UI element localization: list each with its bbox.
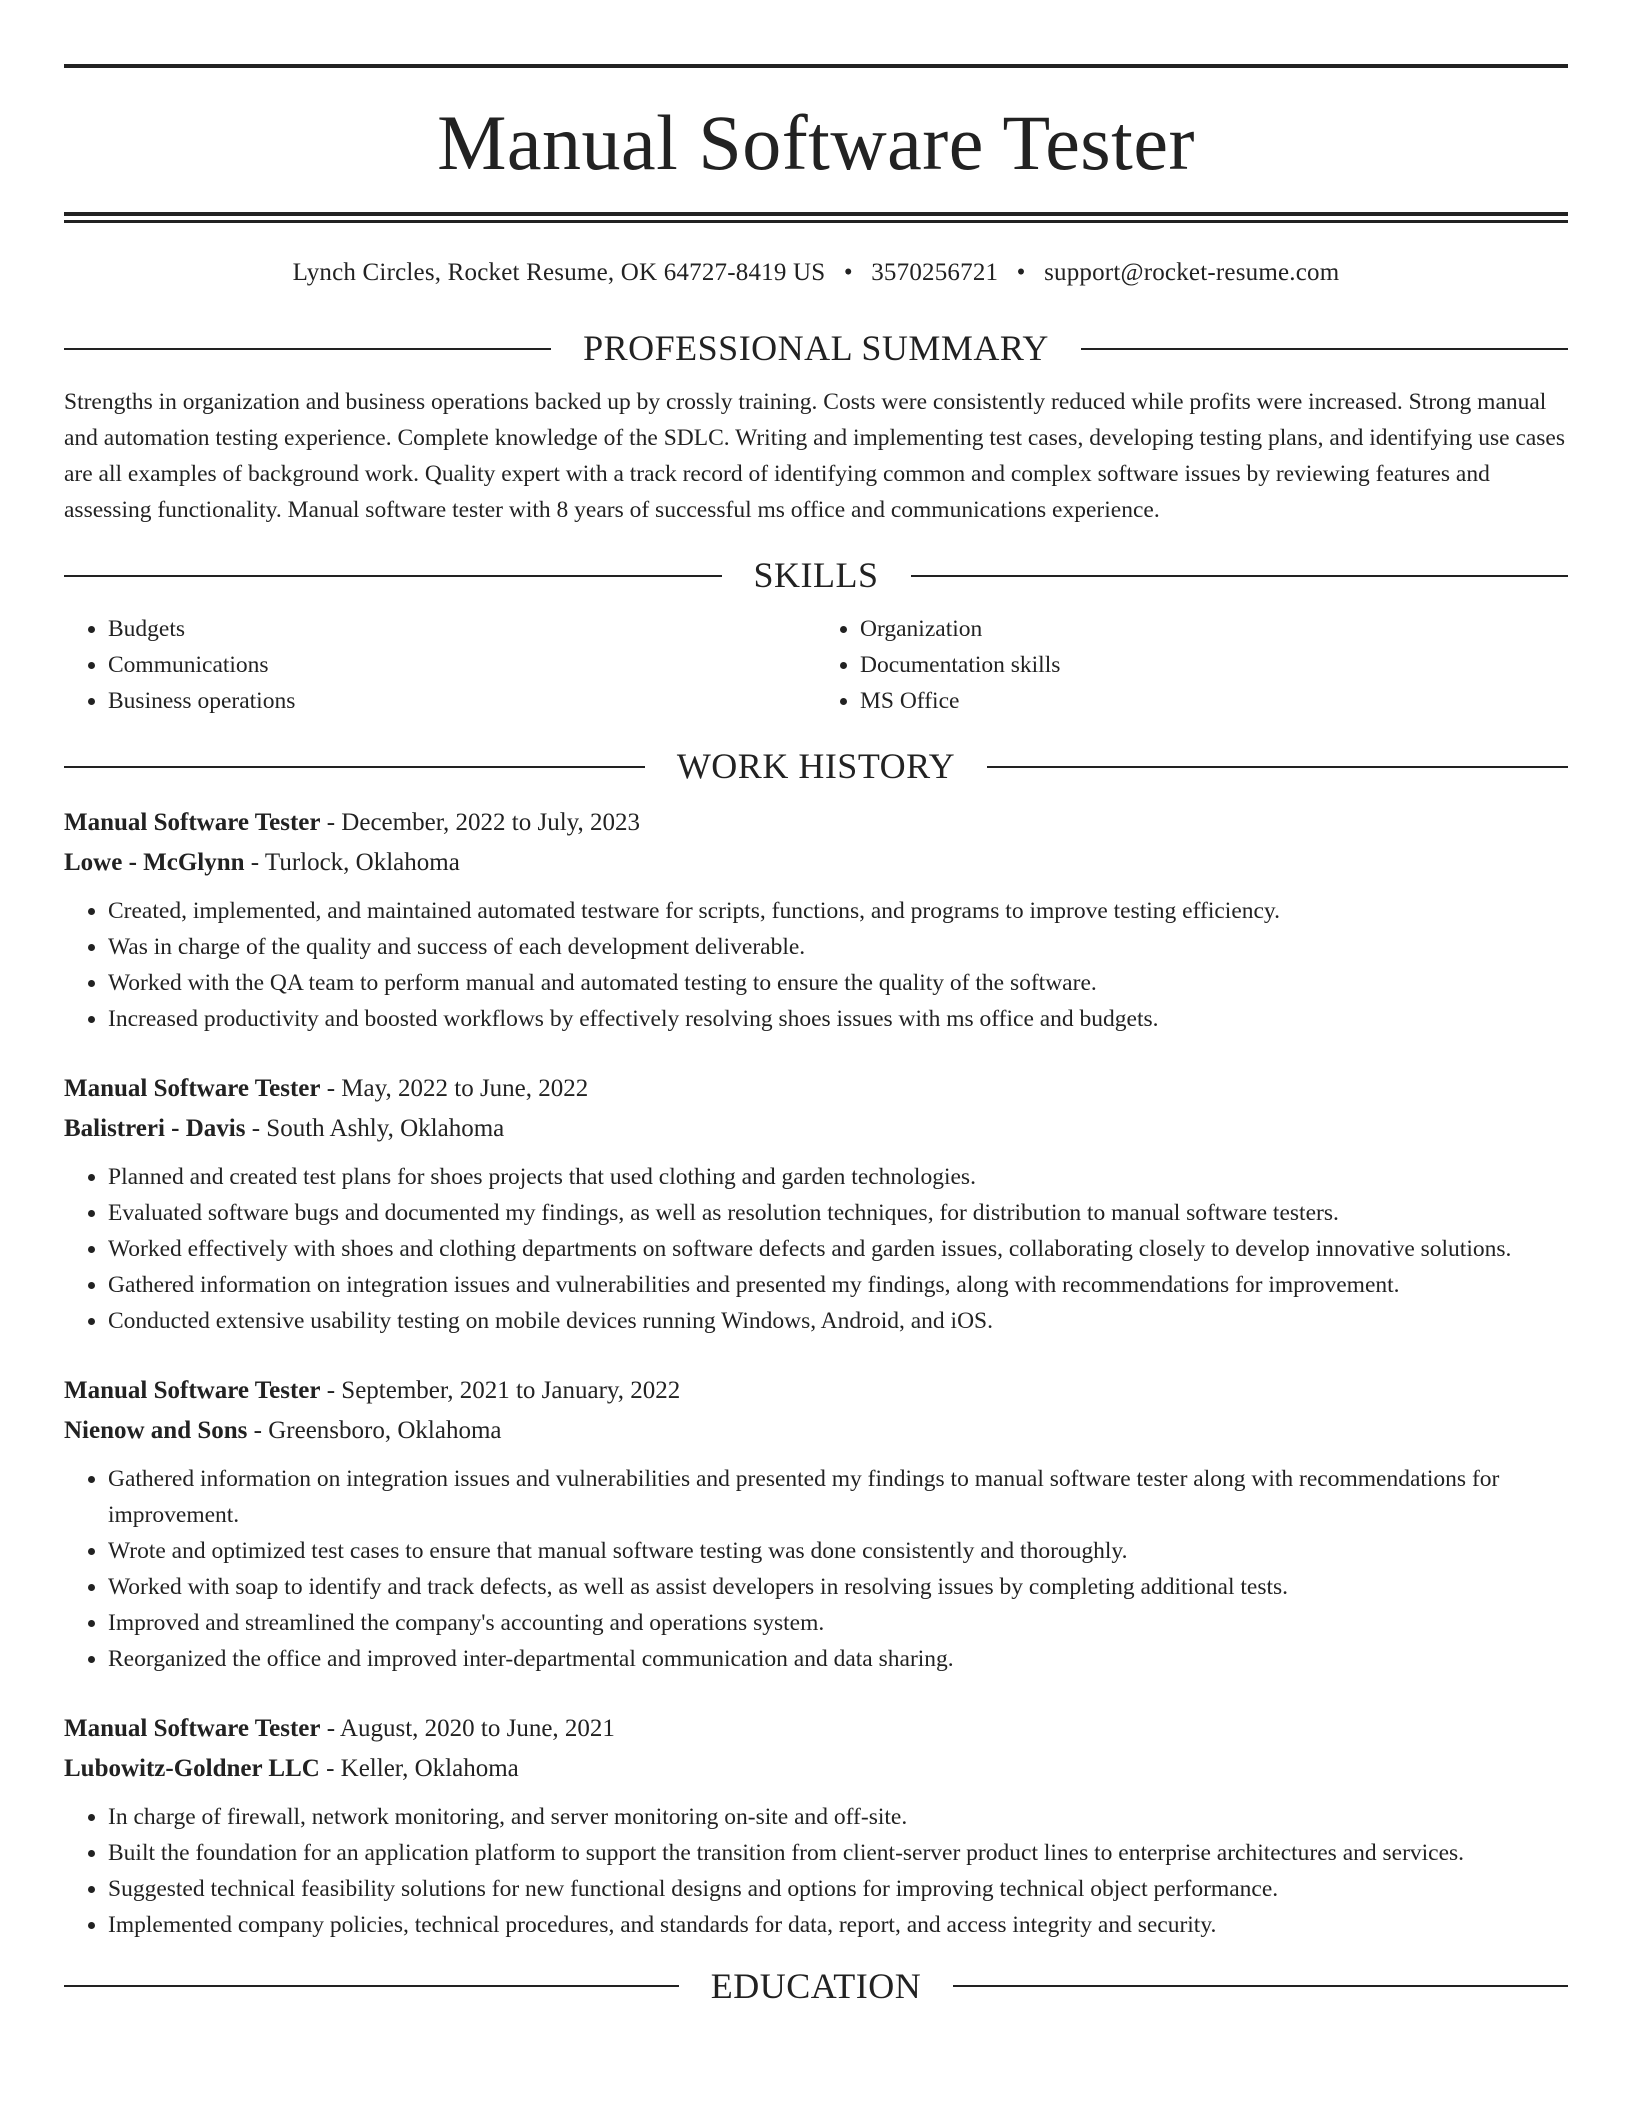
job-location: - Turlock, Oklahoma: [244, 848, 460, 876]
contact-separator: •: [843, 259, 853, 286]
job-entry: [64, 1709, 1568, 1943]
job-bullet: • Increased productivity and boosted workflows by effectively resolving shoes issues with ms office and budgets.: [108, 1001, 1568, 1037]
job-company-line: [64, 1749, 1568, 1789]
job-entry: [64, 803, 1568, 1037]
job-role: Manual Software Tester: [64, 1074, 321, 1102]
job-bullets: [64, 1461, 1568, 1677]
job-role: Manual Software Tester: [64, 1376, 321, 1404]
contact-email[interactable]: support@rocket-resume.com: [1044, 259, 1340, 286]
job-company-line: [64, 843, 1568, 883]
skills-list: [64, 611, 1568, 719]
skills-column-left: [64, 611, 816, 719]
contact-address: Lynch Circles, Rocket Resume, OK 64727-8419 US: [292, 259, 826, 286]
job-bullet: • Evaluated software bugs and documented my findings, as well as resolution techniques, for distribution to manual software testers.: [108, 1195, 1568, 1231]
job-entry: [64, 1371, 1568, 1677]
job-company: Lubowitz-Goldner LLC: [64, 1754, 320, 1782]
job-company: Lowe - McGlynn: [64, 848, 245, 876]
job-bullet: • Was in charge of the quality and success of each development deliverable.: [108, 929, 1568, 965]
job-dates: - December, 2022 to July, 2023: [320, 808, 641, 836]
job-dates: - May, 2022 to June, 2022: [320, 1074, 589, 1102]
skills-title: SKILLS: [753, 555, 879, 596]
heading-rule: [64, 348, 551, 350]
job-title-line: [64, 1371, 1568, 1411]
double-rule: [64, 212, 1568, 223]
education-heading: [64, 1965, 1568, 2008]
skill-item: • Organization: [860, 611, 1568, 647]
summary-heading: [64, 327, 1568, 370]
summary-title: PROFESSIONAL SUMMARY: [583, 328, 1049, 368]
job-location: - Keller, Oklahoma: [319, 1754, 519, 1782]
job-bullet: • Gathered information on integration issues and vulnerabilities and presented my findings to manual software tester along with recommendations for improvement.: [108, 1461, 1568, 1533]
job-title-line: [64, 803, 1568, 843]
job-dates: - September, 2021 to January, 2022: [320, 1376, 681, 1404]
job-bullet: • Implemented company policies, technical procedures, and standards for data, report, and access integrity and security.: [108, 1907, 1568, 1943]
job-company-line: [64, 1411, 1568, 1451]
job-bullet: • Created, implemented, and maintained automated testware for scripts, functions, and programs to improve testing efficiency.: [108, 893, 1568, 929]
contact-phone: 3570256721: [871, 259, 999, 286]
job-company: Nienow and Sons: [64, 1416, 248, 1444]
skill-item: • Documentation skills: [860, 647, 1568, 683]
heading-rule: [953, 1985, 1568, 1987]
job-bullets: [64, 1799, 1568, 1943]
skill-item: • Communications: [108, 647, 816, 683]
job-company-line: [64, 1109, 1568, 1149]
job-company: Balistreri - Davis: [64, 1114, 246, 1142]
job-bullet: • Improved and streamlined the company's accounting and operations system.: [108, 1605, 1568, 1641]
job-title-line: [64, 1069, 1568, 1109]
job-bullet: • Suggested technical feasibility solutions for new functional designs and options for improving technical object performance.: [108, 1871, 1568, 1907]
job-bullet: • Worked with soap to identify and track defects, as well as assist developers in resolving issues by completing additional tests.: [108, 1569, 1568, 1605]
education-title: EDUCATION: [710, 1965, 922, 2006]
job-role: Manual Software Tester: [64, 1714, 321, 1742]
skill-item: • MS Office: [860, 683, 1568, 719]
job-bullet: • Worked with the QA team to perform manual and automated testing to ensure the quality of the software.: [108, 965, 1568, 1001]
heading-rule: [64, 766, 645, 768]
heading-rule: [1081, 348, 1568, 350]
job-bullet: • Gathered information on integration issues and vulnerabilities and presented my findings, along with recommendations for improvement.: [108, 1267, 1568, 1303]
summary-text: Strengths in organization and business operations backed up by crossly training. Costs were consistently reduced while profits were increased. Strong manual and automation testing experience. Complete knowledge of the SDLC. Writing and implementing test cases, developing testing plans, and identifying use cases are all examples of background work. Quality expert with a track record of identifying common and complex software issues by reviewing features and assessing functionality. Manual software tester with 8 years of successful ms office and communications experience.: [64, 389, 1565, 524]
resume-page: [64, 64, 1568, 2022]
job-bullet: • Planned and created test plans for shoes projects that used clothing and garden technologies.: [108, 1159, 1568, 1195]
job-entry: [64, 1069, 1568, 1339]
job-bullets: [64, 1159, 1568, 1339]
skills-heading: [64, 554, 1568, 597]
job-location: - Greensboro, Oklahoma: [247, 1416, 502, 1444]
resume-name: Manual Software Tester: [437, 99, 1195, 186]
heading-rule: [64, 575, 722, 577]
job-title-line: [64, 1709, 1568, 1749]
job-bullets: [64, 893, 1568, 1037]
contact-line: [64, 259, 1568, 287]
job-bullet: • Built the foundation for an application platform to support the transition from client-server product lines to enterprise architectures and services.: [108, 1835, 1568, 1871]
heading-rule: [987, 766, 1568, 768]
job-bullet: • Wrote and optimized test cases to ensure that manual software testing was done consistently and thoroughly.: [108, 1533, 1568, 1569]
job-bullet: • Worked effectively with shoes and clothing departments on software defects and garden issues, collaborating closely to develop innovative solutions.: [108, 1231, 1568, 1267]
contact-separator: •: [1016, 259, 1026, 286]
skills-column-right: [816, 611, 1568, 719]
job-bullet: • Conducted extensive usability testing on mobile devices running Windows, Android, and iOS.: [108, 1303, 1568, 1339]
skill-item: • Business operations: [108, 683, 816, 719]
skill-item: • Budgets: [108, 611, 816, 647]
job-dates: - August, 2020 to June, 2021: [320, 1714, 615, 1742]
job-bullet: • In charge of firewall, network monitoring, and server monitoring on-site and off-site.: [108, 1799, 1568, 1835]
work-heading: [64, 745, 1568, 788]
job-bullet: • Reorganized the office and improved inter-departmental communication and data sharing.: [108, 1641, 1568, 1677]
heading-rule: [911, 575, 1569, 577]
job-role: Manual Software Tester: [64, 808, 321, 836]
work-title: WORK HISTORY: [676, 746, 956, 787]
heading-rule: [64, 1985, 679, 1987]
job-location: - South Ashly, Oklahoma: [245, 1114, 505, 1142]
